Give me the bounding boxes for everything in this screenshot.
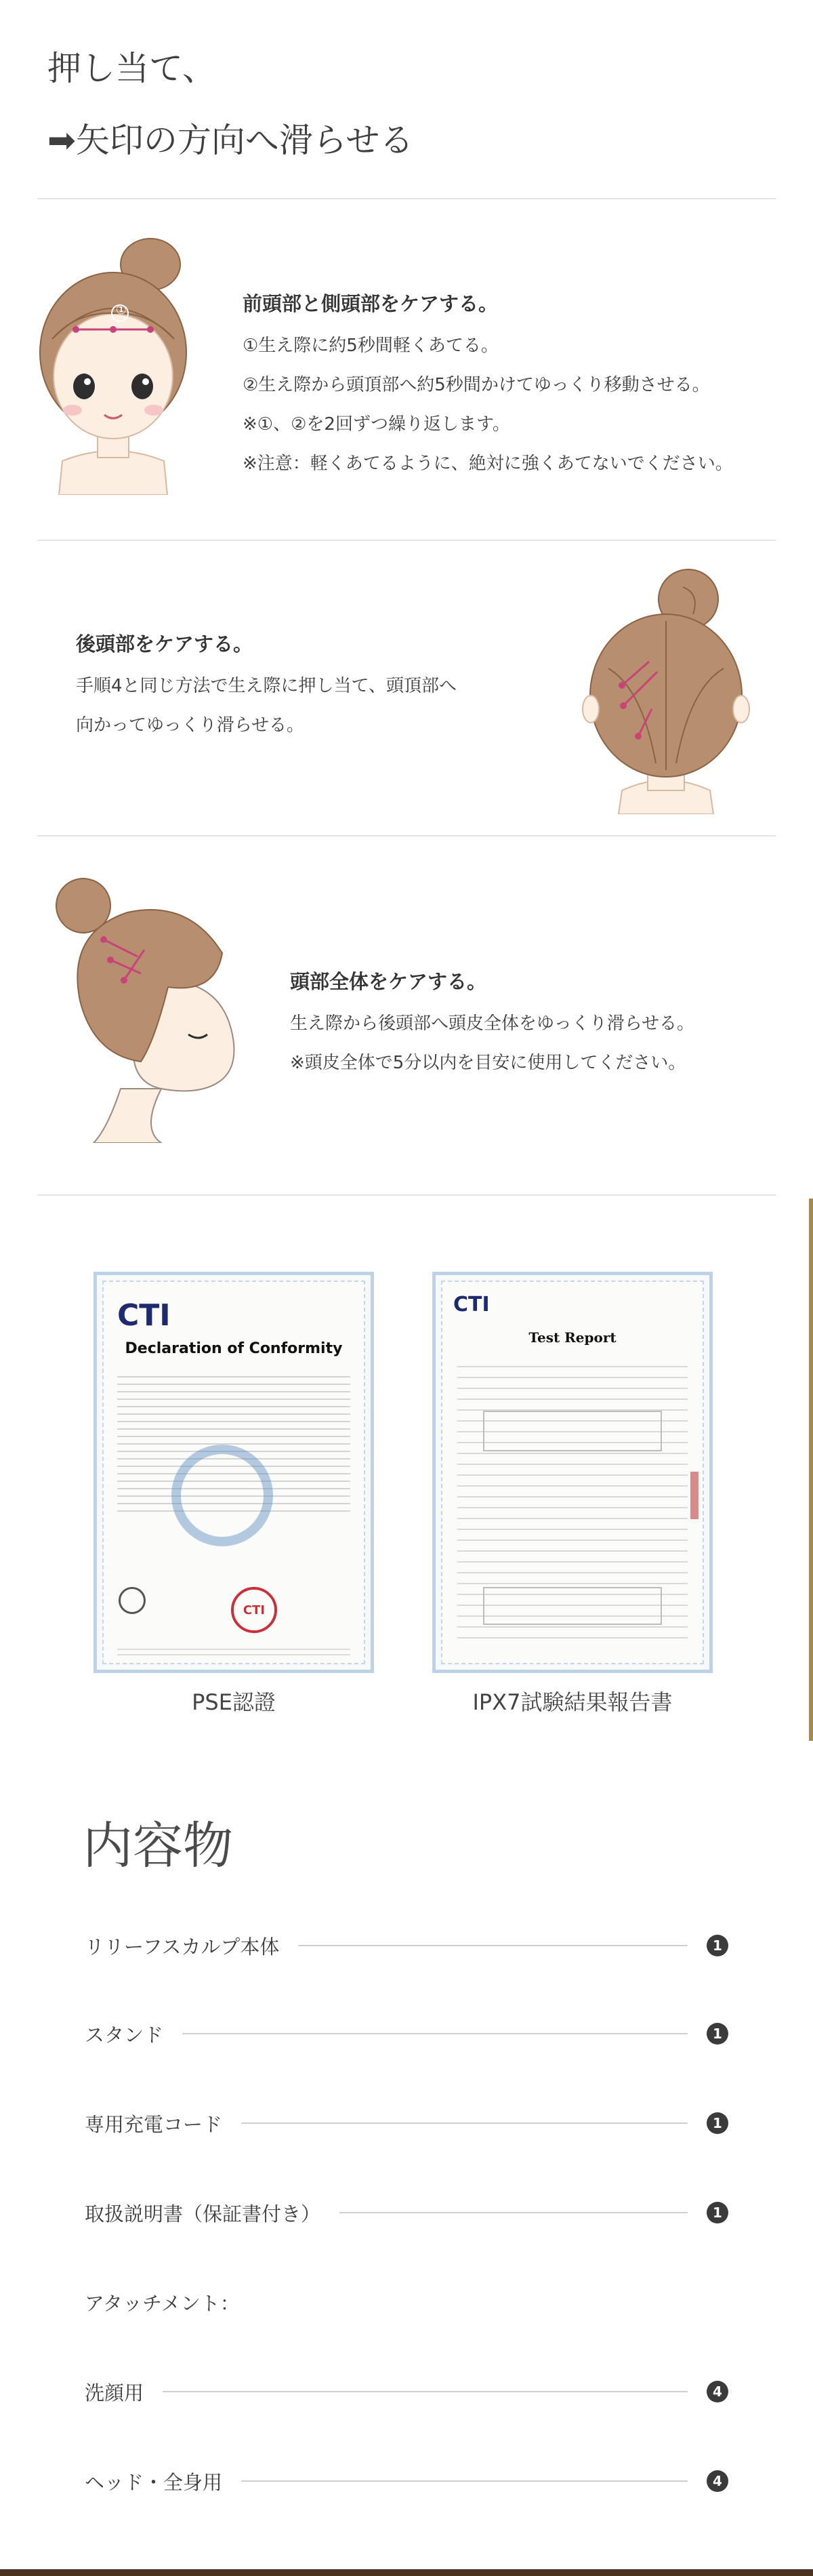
report-table	[483, 1587, 662, 1625]
seal-mark	[690, 1472, 699, 1519]
back-care-text	[76, 629, 457, 745]
declaration-title: Declaration of Conformity	[125, 1340, 343, 1357]
cti-red-stamp: CTI	[231, 1587, 277, 1633]
report-table	[483, 1411, 662, 1451]
certificate-footer-text	[117, 1645, 350, 1658]
front-care-text	[243, 289, 733, 483]
divider	[37, 835, 776, 837]
divider	[37, 540, 776, 541]
list-item	[85, 2282, 728, 2322]
back-care-title: 後頭部をケアする。	[76, 632, 253, 656]
pse-mark-icon	[119, 1587, 146, 1614]
leader-line	[163, 2391, 688, 2392]
heading-line-2: ➡矢印の方向へ滑らせる	[47, 121, 414, 160]
list-item	[85, 2371, 728, 2412]
divider	[37, 198, 776, 199]
front-care-line-2: ②生え際から頭頂部へ約5秒間かけてゆっくり移動させる。	[243, 375, 710, 395]
list-item	[85, 2461, 728, 2501]
instruction-heading	[47, 33, 413, 176]
quantity-badge: 1	[707, 1935, 728, 1956]
ipx7-caption: IPX7試験結果報告書	[472, 1689, 673, 1715]
ipx7-report-image	[432, 1272, 713, 1673]
step-marker-1: ①	[115, 303, 127, 317]
item-label: 取扱説明書（保証書付き）	[85, 2202, 321, 2226]
back-head-illustration	[581, 567, 751, 814]
quantity-badge: 4	[707, 2470, 728, 2492]
front-care-title: 前頭部と側頭部をケアする。	[243, 292, 499, 315]
leader-line	[182, 2033, 688, 2034]
cti-logo: CTI	[117, 1298, 171, 1333]
leader-line	[241, 2480, 688, 2482]
side-accent-bar	[809, 1199, 813, 1741]
pse-certificate-image	[93, 1272, 374, 1673]
back-care-line-2: 向かってゆっくり滑らせる。	[76, 715, 304, 736]
front-care-line-3: ※①、②を2回ずつ繰り返します。	[243, 414, 510, 435]
side-head-illustration	[53, 865, 256, 1143]
cti-watermark	[171, 1445, 273, 1546]
contents-title: 内容物	[83, 1817, 233, 1875]
leader-line	[298, 1945, 688, 1946]
test-report-title: Test Report	[528, 1329, 617, 1346]
item-label: 専用充電コード	[85, 2112, 223, 2136]
front-care-line-4: ※注意：軽くあてるように、絶対に強くあてないでください。	[243, 454, 733, 474]
quantity-badge: 1	[707, 2202, 728, 2223]
whole-care-title: 頭部全体をケアする。	[290, 970, 487, 993]
list-item	[85, 2013, 728, 2054]
list-item	[85, 2192, 728, 2233]
list-item	[85, 1925, 728, 1966]
front-care-line-1: ①生え際に約5秒間軽くあてる。	[243, 336, 499, 356]
back-care-line-1: 手順4と同じ方法で生え際に押し当て、頭頂部へ	[76, 676, 457, 696]
pse-caption: PSE認證	[192, 1689, 276, 1715]
item-label: ヘッド・全身用	[85, 2470, 223, 2494]
cti-logo: CTI	[453, 1293, 490, 1316]
whole-care-text	[290, 967, 694, 1083]
bottom-bar	[0, 2569, 813, 2576]
quantity-badge: 1	[707, 2112, 728, 2134]
divider	[37, 1194, 776, 1196]
attachment-label: アタッチメント：	[85, 2291, 240, 2315]
leader-line	[241, 2122, 688, 2124]
item-label: リリーフスカルプ本体	[85, 1935, 280, 1958]
leader-line	[339, 2212, 688, 2213]
whole-care-line-1: 生え際から後頭部へ頭皮全体をゆっくり滑らせる。	[290, 1013, 694, 1034]
item-label: 洗顔用	[85, 2381, 144, 2404]
item-label: スタンド	[85, 2023, 164, 2047]
quantity-badge: 4	[707, 2381, 728, 2402]
heading-line-1: 押し当て、	[47, 49, 216, 88]
whole-care-line-2: ※頭皮全体で5分以内を目安に使用してください。	[290, 1053, 686, 1073]
front-face-illustration	[35, 237, 191, 495]
list-item	[85, 2103, 728, 2144]
quantity-badge: 1	[707, 2023, 728, 2045]
